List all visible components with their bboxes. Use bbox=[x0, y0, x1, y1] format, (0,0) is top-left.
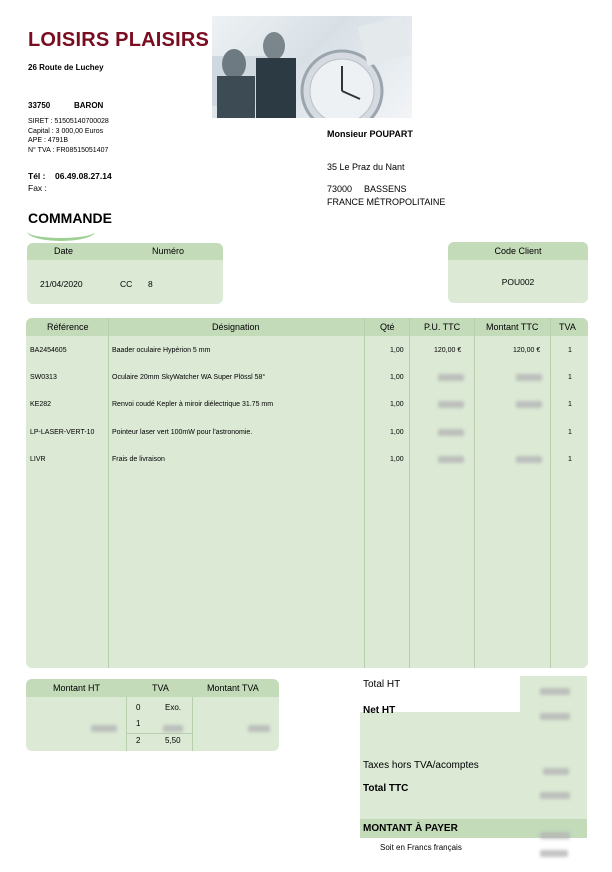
number-label: Numéro bbox=[152, 246, 185, 256]
vat-code: 2 bbox=[136, 736, 141, 745]
vat-amount-blurred bbox=[248, 719, 270, 737]
date-label: Date bbox=[54, 246, 74, 256]
title-swoosh bbox=[27, 222, 95, 241]
column-divider bbox=[474, 318, 475, 668]
company-postcode: 33750 bbox=[28, 101, 51, 110]
item-unit-price-blurred bbox=[438, 456, 464, 465]
vat-rate: 5,50 bbox=[165, 736, 181, 745]
client-postcode: 73000 bbox=[327, 184, 353, 194]
company-tel-label: Tél : bbox=[28, 171, 46, 181]
item-vat: 1 bbox=[568, 456, 572, 463]
vat-col-header-rate: TVA bbox=[152, 683, 169, 693]
item-vat: 1 bbox=[568, 374, 572, 381]
item-designation: Frais de livraison bbox=[112, 456, 165, 463]
item-amount: 120,00 € bbox=[513, 347, 541, 354]
vat-rate-blurred bbox=[163, 719, 183, 737]
total-ht-label: Total HT bbox=[363, 679, 401, 690]
col-header-reference: Référence bbox=[47, 322, 89, 332]
total-ht-value-blurred bbox=[540, 682, 570, 700]
item-qty: 1,00 bbox=[390, 429, 404, 436]
column-divider bbox=[409, 318, 410, 668]
col-header-designation: Désignation bbox=[212, 322, 260, 332]
item-vat: 1 bbox=[568, 429, 572, 436]
company-address: 26 Route de Luchey bbox=[28, 63, 104, 72]
company-city: BARON bbox=[74, 101, 104, 110]
item-reference: KE282 bbox=[30, 401, 52, 408]
vat-breakdown-header bbox=[26, 679, 279, 697]
vat-code: 1 bbox=[136, 719, 141, 728]
item-reference: LIVR bbox=[30, 456, 46, 463]
column-divider bbox=[550, 318, 551, 668]
item-unit-price-blurred bbox=[438, 429, 464, 438]
net-ht-label: Net HT bbox=[363, 705, 396, 716]
company-legal-info bbox=[28, 117, 109, 155]
table-row bbox=[26, 347, 588, 359]
col-header-amount: Montant TTC bbox=[486, 322, 539, 332]
item-designation: Renvoi coudé Kepler à miroir diélectrique 31.75 mm bbox=[112, 401, 274, 408]
item-unit-price-blurred bbox=[438, 401, 464, 410]
company-name: LOISIRS PLAISIRS bbox=[28, 29, 210, 51]
column-divider bbox=[126, 697, 127, 751]
vat-code: 0 bbox=[136, 703, 141, 712]
item-vat: 1 bbox=[568, 401, 572, 408]
vat-base-blurred bbox=[91, 719, 117, 737]
col-header-unit-price: P.U. TTC bbox=[424, 322, 461, 332]
total-ttc-value-blurred bbox=[540, 786, 570, 804]
table-row bbox=[26, 429, 588, 441]
net-ht-value-blurred bbox=[540, 707, 570, 725]
item-qty: 1,00 bbox=[390, 401, 404, 408]
client-code: POU002 bbox=[501, 277, 535, 287]
taxes-label: Taxes hors TVA/acomptes bbox=[363, 760, 479, 771]
item-unit-price-blurred bbox=[438, 374, 464, 383]
client-code-panel bbox=[448, 242, 588, 303]
item-designation: Baader oculaire Hypérion 5 mm bbox=[112, 347, 211, 354]
item-designation: Oculaire 20mm SkyWatcher WA Super Plössl 58° bbox=[112, 374, 266, 381]
order-info-panel bbox=[27, 243, 223, 304]
header-banner-image bbox=[212, 16, 412, 118]
items-table-header bbox=[26, 318, 588, 336]
table-row bbox=[26, 374, 588, 386]
client-name: Monsieur POUPART bbox=[327, 129, 413, 139]
col-header-vat: TVA bbox=[559, 322, 576, 332]
item-amount-blurred bbox=[516, 374, 542, 383]
francs-label: Soit en Francs français bbox=[380, 843, 462, 852]
vat-col-header-ht: Montant HT bbox=[53, 683, 101, 693]
client-city: BASSENS bbox=[364, 184, 407, 194]
column-divider bbox=[192, 697, 193, 751]
item-vat: 1 bbox=[568, 347, 572, 354]
item-qty: 1,00 bbox=[390, 456, 404, 463]
francs-value-blurred bbox=[540, 844, 568, 862]
item-amount-blurred bbox=[516, 401, 542, 410]
table-row bbox=[26, 456, 588, 468]
table-row bbox=[26, 401, 588, 413]
client-code-label: Code Client bbox=[448, 242, 588, 260]
item-reference: LP-LASER-VERT-10 bbox=[30, 429, 95, 436]
document-title: COMMANDE bbox=[28, 210, 112, 226]
order-info-header bbox=[27, 243, 223, 260]
order-number: 8 bbox=[148, 279, 153, 289]
col-header-qty: Qté bbox=[380, 322, 395, 332]
item-reference: SW0313 bbox=[30, 374, 57, 381]
column-divider bbox=[364, 318, 365, 668]
order-number-prefix: CC bbox=[120, 279, 133, 289]
item-qty: 1,00 bbox=[390, 374, 404, 381]
totals-panel bbox=[360, 676, 587, 838]
company-capital: Capital : 3 000,00 Euros bbox=[28, 127, 104, 135]
vat-rate: Exo. bbox=[165, 703, 182, 712]
column-divider bbox=[108, 318, 109, 668]
item-reference: BA2454605 bbox=[30, 347, 67, 354]
client-street: 35 Le Praz du Nant bbox=[327, 162, 405, 172]
total-ttc-label: Total TTC bbox=[363, 783, 409, 794]
vat-col-header-amount: Montant TVA bbox=[207, 683, 259, 693]
item-qty: 1,00 bbox=[390, 347, 404, 354]
company-tel: 06.49.08.27.14 bbox=[55, 171, 112, 181]
vat-breakdown-table bbox=[26, 679, 279, 751]
client-country: FRANCE MÉTROPOLITAINE bbox=[327, 197, 446, 207]
company-fax-label: Fax : bbox=[28, 183, 47, 193]
amount-due-label: MONTANT À PAYER bbox=[363, 823, 458, 834]
item-designation: Pointeur laser vert 100mW pour l'astronomie. bbox=[112, 429, 253, 436]
company-siret: SIRET : 51505140700028 bbox=[28, 118, 109, 125]
amount-due-value-blurred bbox=[540, 826, 570, 844]
company-tva: N° TVA : FR08515051407 bbox=[28, 146, 109, 154]
taxes-value-blurred bbox=[543, 762, 569, 780]
items-table bbox=[26, 318, 588, 668]
order-date: 21/04/2020 bbox=[40, 279, 83, 289]
company-ape: APE : 4791B bbox=[28, 137, 69, 144]
item-unit-price: 120,00 € bbox=[434, 347, 462, 354]
item-amount-blurred bbox=[516, 456, 542, 465]
